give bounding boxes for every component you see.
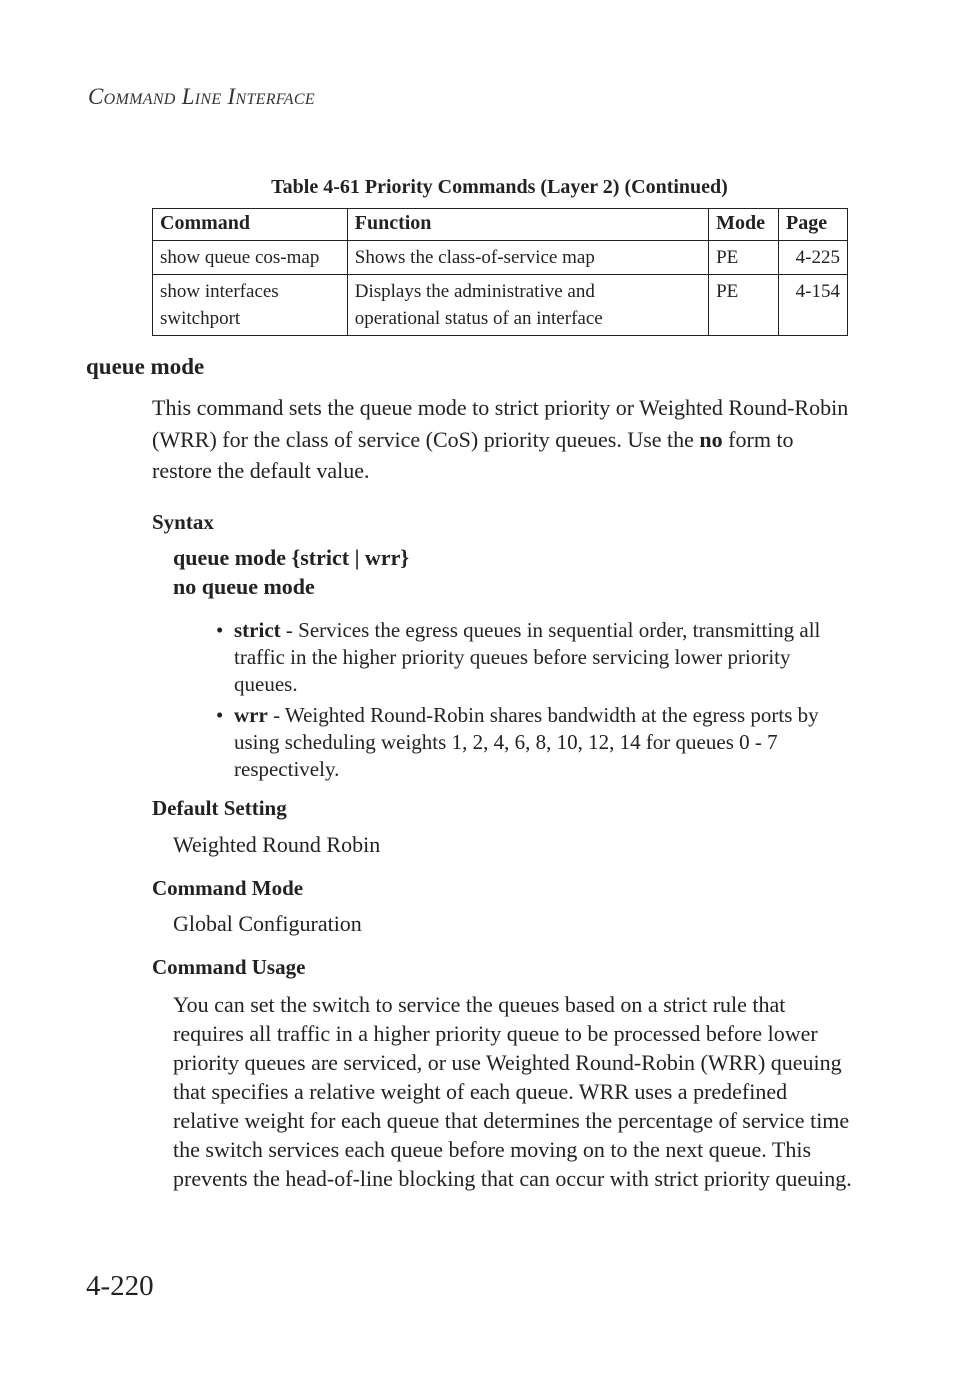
column-header-mode: Mode [709,209,779,241]
default-setting-heading: Default Setting [152,796,287,820]
intro-text-2: form to restore the default value. [152,426,794,483]
cell-page: 4-225 [779,241,848,275]
column-header-function: Function [347,209,708,241]
page-number: 4-220 [86,1270,154,1302]
cell-command: show interfaces switchport [153,275,348,336]
syntax-line-1: queue mode {strict | wrr} [173,545,410,570]
option-description: - Weighted Round-Robin shares bandwidth at the egress ports by using scheduling weights 1, 2, 4, 6, 8, 10, 12, 14 for queues 0 - 7 respectively. [234,703,819,781]
cell-page: 4-154 [779,275,848,336]
command-usage-text: You can set the switch to service the queues based on a strict rule that requires all traffic in a higher priority queue to be processed before lower priority queues are serviced, or use Weighted Round-Robin (WRR) queuing that specifies a relative weight of each queue. WRR uses a predefined relative weight for each queue that determines the percentage of service time the switch services each queue before moving on to the next queue. This prevents the head-of-line blocking that can occur with strict priority queuing. [173,992,852,1191]
column-header-command: Command [153,209,348,241]
table-header-row [153,209,848,241]
running-header [88,84,315,110]
cell-mode: PE [709,275,779,336]
command-mode-text: Global Configuration [173,911,362,936]
priority-commands-table [152,208,848,336]
table-caption: Table 4-61 Priority Commands (Layer 2) (Continued) [271,176,728,198]
cell-function: Displays the administrative and operational status of an interface [347,275,708,336]
section-title: queue mode [86,354,205,379]
command-mode-heading: Command Mode [152,876,304,900]
syntax-line-2: no queue mode [173,574,315,599]
cell-command: show queue cos-map [153,241,348,275]
table-row [153,275,848,336]
column-header-page: Page [779,209,848,241]
intro-keyword-no: no [699,426,723,452]
bullet-icon: • [216,703,224,727]
intro-paragraph [152,392,852,487]
option-description: - Services the egress queues in sequential order, transmitting all traffic in the higher priority queues before servicing lower priority queues. [234,618,821,696]
intro-text-1: This command sets the queue mode to strict priority or Weighted Round-Robin (WRR) for the class of service (CoS) priority queues. Use the [152,395,849,452]
option-term: wrr [234,703,268,727]
list-item [214,702,854,783]
cell-mode: PE [709,241,779,275]
command-usage-heading: Command Usage [152,955,306,979]
option-term: strict [234,618,281,642]
list-item [214,617,854,698]
running-header-text: Command Line Interface [88,84,315,109]
bullet-icon: • [216,618,224,642]
table-row [153,241,848,275]
cell-function: Shows the class-of-service map [347,241,708,275]
default-setting-text: Weighted Round Robin [173,832,381,857]
syntax-heading: Syntax [152,510,214,534]
syntax-options-list [214,617,854,787]
